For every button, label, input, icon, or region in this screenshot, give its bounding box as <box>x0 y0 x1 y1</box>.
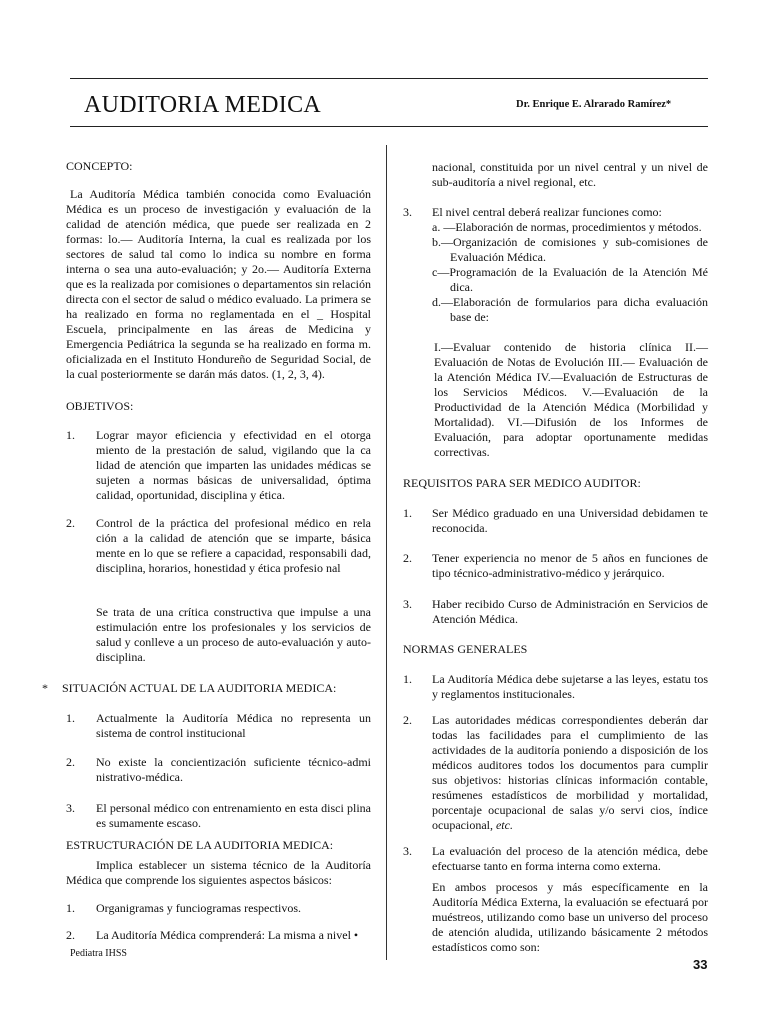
objetivo-2-text: Control de la práctica del profesional médico en rela ción a la calidad de atención que se imparte, básica mente en lo que se refiere a capacidad, responsabili dad, disciplina, horarios, honestidad y ética profesio nal <box>96 516 371 575</box>
objetivos-heading: OBJETIVOS: <box>66 399 134 413</box>
concepto-paragraph: La Auditoría Médica también conocida como Evaluación Médica es un proceso de investigación y evaluación de la calidad de atención médica, que puede ser realizada en 2 formas: lo.— Auditoría Interna, la cual es realizada por los sectores de salud tal como lo indica su nombre en forma interna o sea una auto-evaluación; y 2o.— Auditoría Externa que es la realizada por comisiones o departamentos sin relación directa con el sector de salud o médico evaluado. La primera se ha realizado en forma no reglamentada en el _ Hospital Escuela, principalmente en las áreas de Medicina y Emergencia Pediátrica la segunda se ha realizado en forma m. oficializada en el Instituto Hondureño de Seguridad Social, de la cual posteriormente se darán más datos. (1, 2, 3, 4). <box>66 187 371 381</box>
norma-3-text: La evaluación del proceso de la atención médica, debe efectuarse tanto en forma interna como externa. <box>432 844 708 873</box>
estructuracion-1-text: Organigramas y funciogramas respectivos. <box>96 901 302 915</box>
list-number: 2. <box>66 516 75 530</box>
list-number: 1. <box>66 901 75 915</box>
list-number: 3. <box>403 844 412 858</box>
page-number: 33 <box>693 957 708 972</box>
situacion-1-text: Actualmente la Auditoría Médica no representa un sistema de control institucional <box>96 711 371 740</box>
list-number: 3. <box>403 597 412 611</box>
norma-2-body: Las autoridades médicas correspondientes deberán dar todas las facilidades para el cumplimiento de las actividades de la auditoría poniendo a disposición de los médicos auditores todos los documentos para cumplir sus objetivos: historias clínicas información contable, resúmenes estadísticos de morbilidad y mortalidad, porcentaje ocupacional de salas y/o servi cios, índice ocupacional, <box>432 713 708 832</box>
item-3-text: El nivel central deberá realizar funciones como: <box>432 205 662 219</box>
item-3b-text: b.—Organización de comisiones y sub-comisiones de Evaluación Médica. <box>432 235 708 264</box>
item-3d-text: d.—Elaboración de formularios para dicha evaluación base de: <box>432 295 708 324</box>
list-number: 2. <box>66 755 75 769</box>
situacion-3-text: El personal médico con entrenamiento en esta disci plina es sumamente escaso. <box>96 801 371 830</box>
concepto-heading: CONCEPTO: <box>66 159 133 173</box>
evaluation-list-paragraph: I.—Evaluar contenido de historia clínica II.— Evaluación de Notas de Evolución III.— Evaluación de la Atención Médica IV.—Evaluación de Estructuras de los Servicios Médicos. V.—Evaluación de la Productividad de la Atención Médica (Morbilidad y Mortalidad). VI.—Difusión de los Informes de Evaluación, para adoptar oportunamente medidas correctivas. <box>434 340 708 459</box>
objetivo-1-text: Lograr mayor eficiencia y efectividad en el otorga miento de la prestación de salud, vigilando que la ca lidad de atención que imparten las unidades médicas se sujeten a normas básicas de universalidad, óptima calidad, oportunidad, disciplina y ética. <box>96 428 371 502</box>
list-number: 1. <box>66 711 75 725</box>
requisitos-heading: REQUISITOS PARA SER MEDICO AUDITOR: <box>403 476 641 490</box>
objetivo-2-paragraph: Se trata de una crítica constructiva que impulse a una estimulación entre los profesionales y los servicios de salud y conlleve a un proceso de auto-evaluación y auto-disciplina. <box>96 605 371 664</box>
list-number: 3. <box>66 801 75 815</box>
item-3c-text: c—Programación de la Evaluación de la Atención Mé dica. <box>432 265 708 294</box>
list-number: 3. <box>403 205 412 219</box>
journal-footer: Pediatra IHSS <box>70 948 127 959</box>
situacion-2-text: No existe la concientización suficiente técnico-admi nistrativo-médica. <box>96 755 371 784</box>
list-number: 2. <box>66 928 75 942</box>
continuation-paragraph: nacional, constituida por un nivel central y un nivel de sub-auditoría a nivel regional, etc. <box>432 160 708 189</box>
norma-3-paragraph: En ambos procesos y más específicamente en la Auditoría Médica Externa, la evaluación se efectuará por muéstreos, utilizando como base un universo del proceso de atención aludida, utilizando básicamente 2 métodos estadísticos como son: <box>432 880 708 954</box>
estructuracion-paragraph: Implica establecer un sistema técnico de la Auditoría Médica que comprende los siguientes aspectos básicos: <box>66 858 371 887</box>
asterisk-marker: * <box>42 681 48 695</box>
estructuracion-2-text: La Auditoría Médica comprenderá: La misma a nivel • <box>96 928 359 942</box>
list-number: 1. <box>403 506 412 520</box>
item-3a-text: a. —Elaboración de normas, procedimientos y métodos. <box>432 220 702 234</box>
list-number: 2. <box>403 713 412 727</box>
article-title: AUDITORIA MEDICA <box>84 92 322 118</box>
estructuracion-heading: ESTRUCTURACIÓN DE LA AUDITORIA MEDICA: <box>66 838 334 852</box>
requisito-3-text: Haber recibido Curso de Administración en Servicios de Atención Médica. <box>432 597 708 626</box>
column-divider <box>386 145 387 960</box>
header-rule-top <box>70 78 708 79</box>
requisito-1-text: Ser Médico graduado en una Universidad debidamen te reconocida. <box>432 506 708 535</box>
requisito-2-text: Tener experiencia no menor de 5 años en funciones de tipo técnico-administrativo-médico y jerárquico. <box>432 551 708 580</box>
norma-1-text: La Auditoría Médica debe sujetarse a las leyes, estatu tos y reglamentos institucionales. <box>432 672 708 701</box>
situacion-heading: SITUACIÓN ACTUAL DE LA AUDITORIA MEDICA: <box>62 681 337 695</box>
norma-2-etc: etc. <box>495 818 513 832</box>
list-number: 2. <box>403 551 412 565</box>
author-name: Dr. Enrique E. Alrarado Ramírez* <box>516 99 672 110</box>
normas-heading: NORMAS GENERALES <box>403 642 528 656</box>
header-rule-bottom <box>70 126 708 127</box>
norma-2-text <box>432 713 708 833</box>
list-number: 1. <box>66 428 75 442</box>
list-number: 1. <box>403 672 412 686</box>
